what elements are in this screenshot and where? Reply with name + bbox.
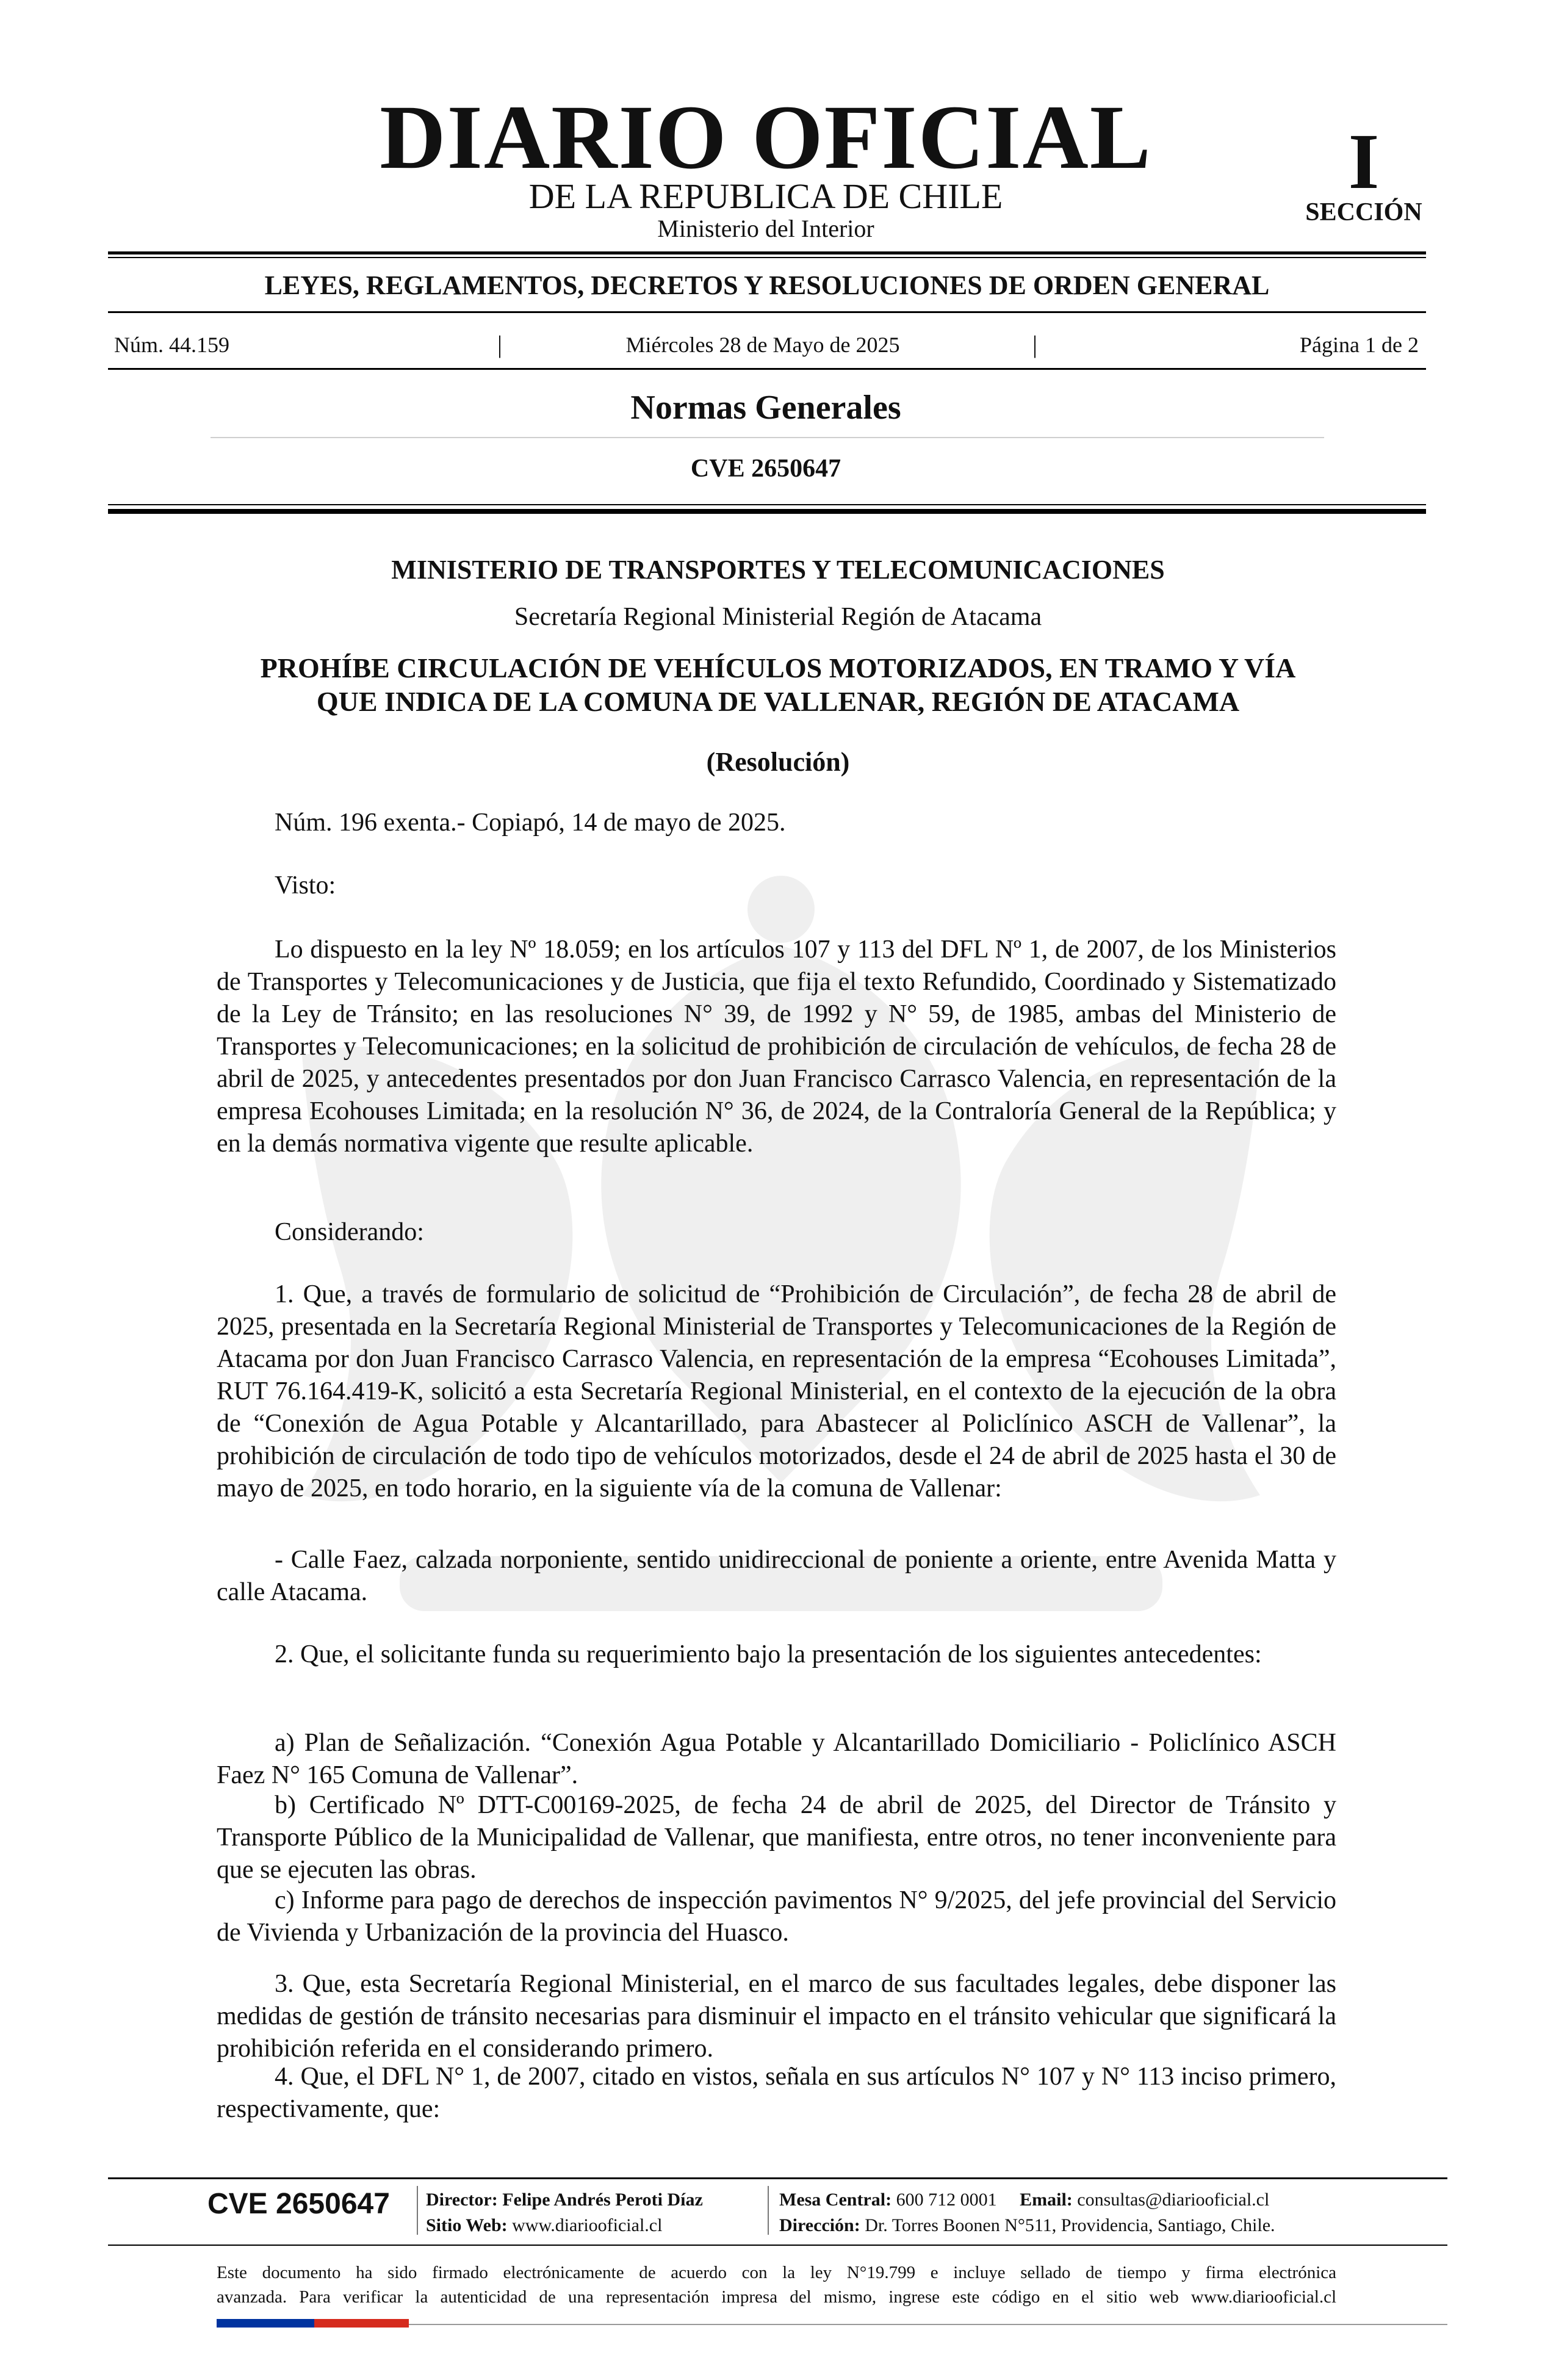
section-number: I (1348, 118, 1380, 206)
category-line: LEYES, REGLAMENTOS, DECRETOS Y RESOLUCIONES DE ORDEN GENERAL (264, 270, 1270, 300)
footer-address-value: Dr. Torres Boonen N°511, Providencia, Santiago, Chile. (865, 2215, 1275, 2235)
visto-paragraph: Lo dispuesto en la ley Nº 18.059; en los artículos 107 y 113 del DFL Nº 1, de 2007, de los Ministerios de Transportes y Telecomunicaciones y de Justicia, que fija el texto Refundido, Coordinado y Sistematizado de la Ley de Tránsito; en las resoluciones N° 39, de 1992 y N° 59, de 1985, ambas del Ministerio de Transportes y Telecomunicaciones; en la solicitud de prohibición de circulación de vehículos, de fecha 28 de abril de 2025, y antecedentes presentados por don Juan Francisco Carrasco Valencia, en representación de la empresa Ecohouses Limitada; en la resolución N° 36, de 2024, de la Contraloría General de la República; y en la demás normativa vigente que resulte aplicable. (217, 936, 1336, 1158)
footer-mesa-value: 600 712 0001 (896, 2190, 997, 2210)
flag-stripe-blue (217, 2319, 314, 2328)
rule-section-heading (211, 437, 1324, 438)
rule-category-bottom (108, 311, 1426, 313)
issue-separator-left: | (497, 331, 503, 358)
footer-web-link[interactable]: www.diariooficial.cl (512, 2215, 663, 2235)
considerando-4: 4. Que, el DFL N° 1, de 2007, citado en vistos, señala en sus artículos N° 107 y N° 113 inciso primero, respectivamente, que: (217, 2063, 1336, 2123)
section-heading: Normas Generales (630, 389, 901, 427)
footer-website (426, 2216, 662, 2235)
issue-date: Miércoles 28 de Mayo de 2025 (625, 333, 900, 357)
footer-address-label: Dirección: (779, 2215, 860, 2235)
footer-director-name: Felipe Andrés Peroti Díaz (502, 2190, 703, 2210)
doc-title-line-2: QUE INDICA DE LA COMUNA DE VALLENAR, REGIÓN DE ATACAMA (316, 686, 1240, 717)
footer-email-label: Email: (1020, 2190, 1073, 2210)
rule-top-thin (108, 257, 1426, 258)
considerando-3: 3. Que, esta Secretaría Regional Ministerial, en el marco de sus facultades legales, debe disponer las medidas de gestión de tránsito necesarias para disminuir el impacto en el tránsito vehicular que significará la prohibición referida en el considerando primero. (217, 1970, 1336, 2063)
issue-separator-right: | (1032, 331, 1038, 358)
footer-director (426, 2191, 703, 2209)
doc-ministry: MINISTERIO DE TRANSPORTES Y TELECOMUNICACIONES (391, 555, 1165, 585)
masthead-title: DIARIO OFICIAL (380, 87, 1152, 188)
footer-address (779, 2216, 1275, 2235)
masthead-subtitle: DE LA REPUBLICA DE CHILE (528, 176, 1003, 216)
rule-footer-middle (108, 2245, 1447, 2246)
footer-cve: CVE 2650647 (207, 2188, 390, 2220)
visto-label: Visto: (275, 871, 336, 900)
issue-page: Página 1 de 2 (1300, 333, 1419, 357)
rule-cve-thin (108, 504, 1426, 505)
footer-web-label: Sitio Web: (426, 2215, 508, 2235)
doc-title-line-1: PROHÍBE CIRCULACIÓN DE VEHÍCULOS MOTORIZADOS, EN TRAMO Y VÍA (260, 652, 1296, 683)
doc-number-line: Núm. 196 exenta.- Copiapó, 14 de mayo de 2025. (275, 809, 786, 837)
footer-contact (779, 2191, 1269, 2209)
considerando-label: Considerando: (275, 1218, 424, 1246)
considerando-2: 2. Que, el solicitante funda su requerimiento bajo la presentación de los siguientes antecedentes: (275, 1640, 1262, 1668)
footer-director-label: Director: (426, 2190, 498, 2210)
masthead-ministry: Ministerio del Interior (657, 215, 874, 242)
footer-divider-1 (417, 2186, 418, 2235)
footer-mesa-label: Mesa Central: (779, 2190, 892, 2210)
footer-note-line-1: Este documento ha sido firmado electrónicamente de acuerdo con la ley N°19.799 e incluye sellado de tiempo y firma electrónica (217, 2263, 1336, 2282)
rule-meta-bottom (108, 368, 1426, 370)
rule-footer-bottom (409, 2324, 1447, 2325)
rule-cve-thick (108, 509, 1426, 514)
rule-footer-top (108, 2177, 1447, 2179)
doc-type: (Resolución) (706, 747, 850, 777)
rule-top-thick (108, 251, 1426, 254)
flag-stripe-red (314, 2319, 409, 2328)
considerando-2-b: b) Certificado Nº DTT-C00169-2025, de fecha 24 de abril de 2025, del Director de Tránsito y Transporte Público de la Municipalidad de Vallenar, que manifiesta, entre otros, no tener inconveniente para que se ejecuten las obras. (217, 1791, 1336, 1884)
considerando-1: 1. Que, a través de formulario de solicitud de “Prohibición de Circulación”, de fecha 28 de abril de 2025, presentada en la Secretaría Regional Ministerial de Transportes y Telecomunicaciones de la Región de Atacama por don Juan Francisco Carrasco Valencia, en representación de la empresa “Ecohouses Limitada”, RUT 76.164.419-K, solicitó a esta Secretaría Regional Ministerial, en el contexto de la ejecución de la obra de “Conexión de Agua Potable y Alcantarillado, para Abastecer al Policlínico ASCH de Vallenar”, la prohibición de circulación de todo tipo de vehículos motorizados, desde el 24 de abril de 2025 hasta el 30 de mayo de 2025, en todo horario, en la siguiente vía de la comuna de Vallenar: (217, 1280, 1336, 1502)
section-label: SECCIÓN (1305, 198, 1422, 226)
considerando-2-c: c) Informe para pago de derechos de inspección pavimentos N° 9/2025, del jefe provincial del Servicio de Vivienda y Urbanización de la provincia del Huasco. (217, 1886, 1336, 1947)
issue-number: Núm. 44.159 (114, 333, 229, 357)
considerando-2-a: a) Plan de Señalización. “Conexión Agua Potable y Alcantarillado Domiciliario - Policlínico ASCH Faez N° 165 Comuna de Vallenar”. (217, 1729, 1336, 1789)
footer-divider-2 (768, 2186, 769, 2235)
footer-note-line-2: avanzada. Para verificar la autenticidad de una representación impresa del mismo, ingrese este código en el sitio web www.diariooficial.cl (217, 2287, 1336, 2307)
footer-email-link[interactable]: consultas@diariooficial.cl (1077, 2190, 1270, 2210)
cve-code: CVE 2650647 (690, 455, 841, 483)
doc-secretaria: Secretaría Regional Ministerial Región de Atacama (514, 603, 1042, 631)
considerando-1-item: - Calle Faez, calzada norponiente, sentido unidireccional de poniente a oriente, entre Avenida Matta y calle Atacama. (217, 1546, 1336, 1606)
